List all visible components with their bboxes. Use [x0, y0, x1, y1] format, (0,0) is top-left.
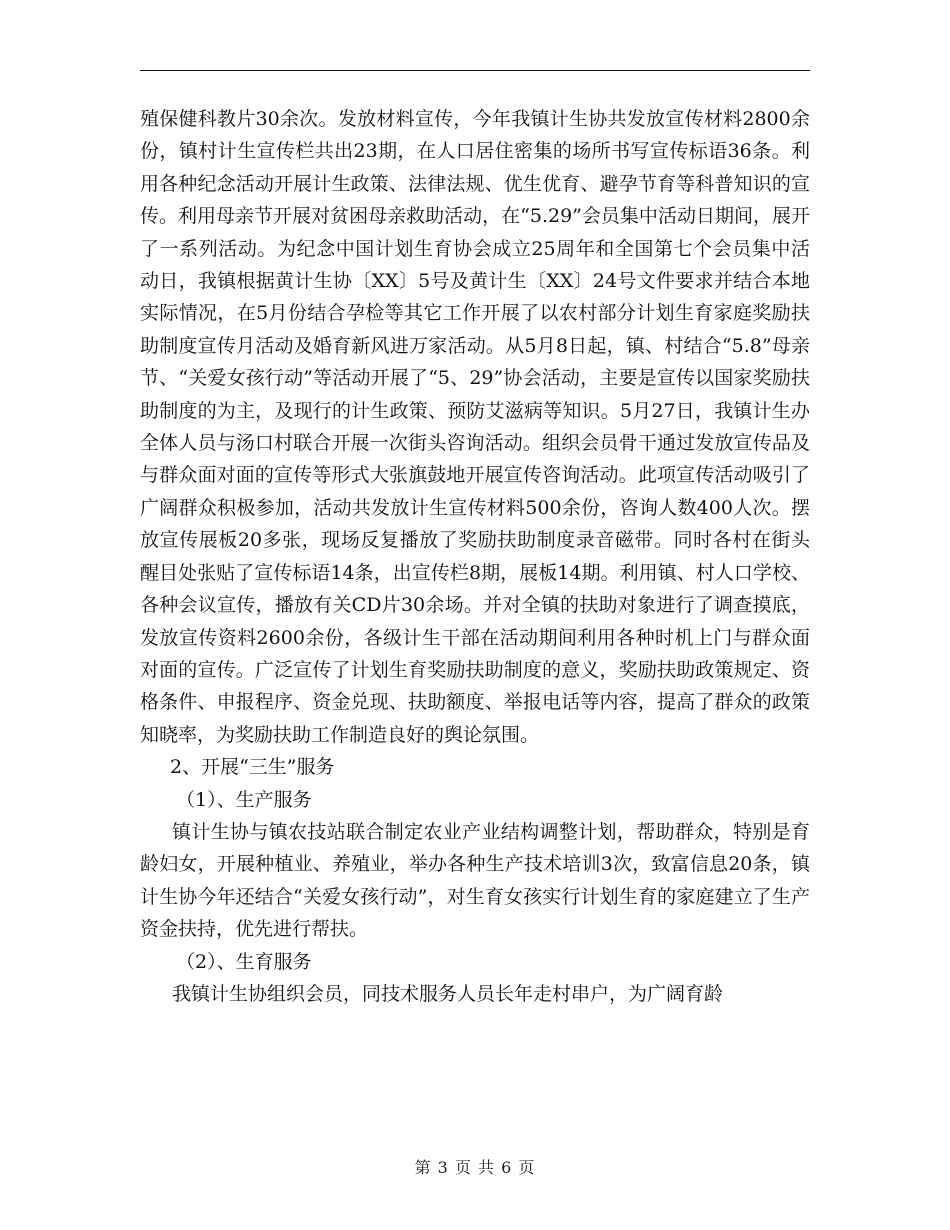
page-number-footer: 第 3 页 共 6 页: [414, 1158, 536, 1177]
document-body: [140, 103, 810, 1010]
subheading-production-service: （1）、生产服务: [176, 788, 312, 811]
section-heading-three-services: 2、开展“三生”服务: [170, 756, 335, 779]
header-rule: [140, 70, 810, 71]
body-paragraph-birth-service: 我镇计生协组织会员，同技术服务人员长年走村串户，为广阔育龄: [172, 982, 724, 1005]
subheading-birth-service: （2）、生育服务: [176, 950, 312, 973]
body-paragraph-publicity: 殖保健科教片30余次。发放材料宣传，今年我镇计生协共发放宣传材料2800余份，镇村计生宣传栏共出23期，在人口居住密集的场所书写宣传标语36条。利用各种纪念活动开展计生政策、法律法规、优生优育、避孕节育等科普知识的宣传。利用母亲节开展对贫困母亲救助活动，在“5.29”会员集中活动日期间，展开了一系列活动。为纪念中国计划生育协会成立25周年和全国第七个会员集中活动日，我镇根据黄计生协〔XX〕5号及黄计生〔XX〕24号文件要求并结合本地实际情况，在5月份结合孕检等其它工作开展了以农村部分计划生育家庭奖励扶助制度宣传月活动及婚育新风进万家活动。从5月8日起，镇、村结合“5.8”母亲节、“关爱女孩行动”等活动开展了“5、29”协会活动，主要是宣传以国家奖励扶助制度的为主，及现行的计生政策、预防艾滋病等知识。5月27日，我镇计生办全体人员与汤口村联合开展一次街头咨询活动。组织会员骨干通过发放宣传品及与群众面对面的宣传等形式大张旗鼓地开展宣传咨询活动。此项宣传活动吸引了广阔群众积极参加，活动共发放计生宣传材料500余份，咨询人数400人次。摆放宣传展板20多张，现场反复播放了奖励扶助制度录音磁带。同时各村在街头醒目处张贴了宣传标语14条，出宣传栏8期，展板14期。利用镇、村人口学校、各种会议宣传，播放有关CD片30余场。并对全镇的扶助对象进行了调查摸底，发放宣传资料2600余份，各级计生干部在活动期间利用各种时机上门与群众面对面的宣传。广泛宣传了计划生育奖励扶助制度的意义，奖励扶助政策规定、资格条件、申报程序、资金兑现、扶助额度、举报电话等内容，提高了群众的政策知晓率，为奖励扶助工作制造良好的舆论氛围。: [140, 108, 810, 746]
body-paragraph-production-service: 镇计生协与镇农技站联合制定农业产业结构调整计划，帮助群众，特别是育龄妇女，开展种植业、养殖业，举办各种生产技术培训3次，致富信息20条，镇计生协今年还结合“关爱女孩行动”，对生育女孩实行计划生育的家庭建立了生产资金扶持，优先进行帮扶。: [140, 820, 810, 941]
